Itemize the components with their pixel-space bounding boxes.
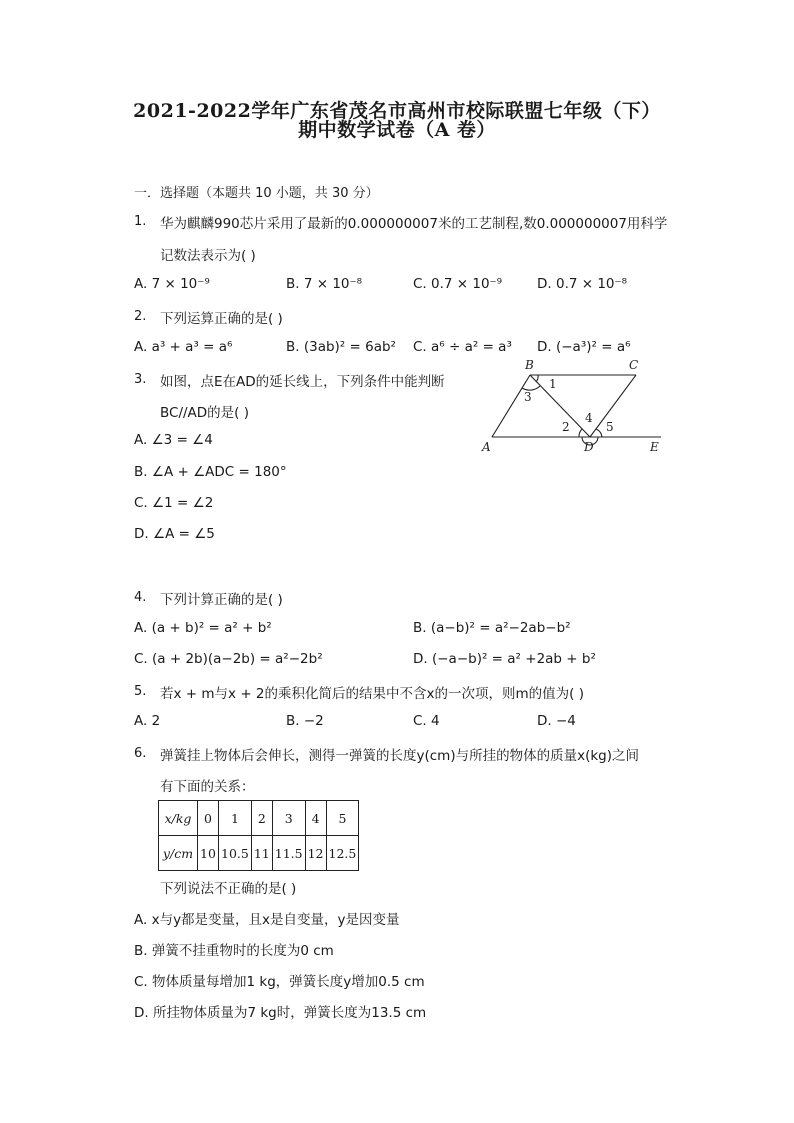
q5-number: 5. xyxy=(134,684,147,699)
q5-text: 若x + m与x + 2的乘积化简后的结果中不含x的一次项，则m的值为( ) xyxy=(160,686,584,702)
q5-option-a: A. 2 xyxy=(134,713,161,729)
angle-label-5: 5 xyxy=(606,420,614,434)
point-d-label: D xyxy=(584,440,594,454)
q6-text-line1: 弹簧挂上物体后会伸长，测得一弹簧的长度y(cm)与所挂的物体的质量x(kg)之间 xyxy=(160,748,640,764)
page-title-line1: 2021-2022学年广东省茂名市高州市校际联盟七年级（下） xyxy=(133,100,661,122)
table-cell: 10 xyxy=(198,836,219,871)
q5-option-b: B. −2 xyxy=(286,713,324,729)
q6-data-table xyxy=(158,800,359,871)
point-c-label: C xyxy=(629,358,639,372)
angle-label-1: 1 xyxy=(549,377,557,391)
q3-text-line2: BC//AD的是( ) xyxy=(160,405,250,421)
q4-option-c: C. (a + 2b)(a−2b) = a²−2b² xyxy=(134,651,323,667)
q3-number: 3. xyxy=(134,372,147,387)
q5-option-d: D. −4 xyxy=(537,713,576,729)
segment-bd xyxy=(530,375,590,437)
q2-option-d: D. (−a³)² = a⁶ xyxy=(537,339,631,355)
table-cell: 1 xyxy=(219,801,252,836)
q2-option-c: C. a⁶ ÷ a² = a³ xyxy=(413,339,512,355)
q1-option-c: C. 0.7 × 10⁻⁹ xyxy=(413,276,503,292)
q1-option-d: D. 0.7 × 10⁻⁸ xyxy=(537,276,628,292)
q6-option-c: C. 物体质量每增加1 kg，弹簧长度y增加0.5 cm xyxy=(134,974,425,990)
q2-text: 下列运算正确的是( ) xyxy=(160,311,283,327)
page-title-line2: 期中数学试卷（A 卷） xyxy=(298,119,496,141)
q6-option-b: B. 弹簧不挂重物时的长度为0 cm xyxy=(134,943,334,959)
q2-option-a: A. a³ + a³ = a⁶ xyxy=(134,339,233,355)
table-cell: 11.5 xyxy=(272,836,305,871)
angle-label-2: 2 xyxy=(562,420,570,434)
q2-option-b: B. (3ab)² = 6ab² xyxy=(286,339,396,355)
q3-option-b: B. ∠A + ∠ADC = 180° xyxy=(134,464,287,480)
q4-option-d: D. (−a−b)² = a² +2ab + b² xyxy=(413,651,596,667)
table-cell: 10.5 xyxy=(219,836,252,871)
table-row xyxy=(159,836,359,871)
q1-option-b: B. 7 × 10⁻⁸ xyxy=(286,276,363,292)
q3-option-c: C. ∠1 = ∠2 xyxy=(134,495,214,511)
q4-option-b: B. (a−b)² = a²−2ab−b² xyxy=(413,620,571,636)
table-cell: 0 xyxy=(198,801,219,836)
q1-option-a: A. 7 × 10⁻⁹ xyxy=(134,276,210,292)
table-cell: 4 xyxy=(305,801,326,836)
q6-option-d: D. 所挂物体质量为7 kg时，弹簧长度为13.5 cm xyxy=(134,1005,427,1021)
angle-label-3: 3 xyxy=(524,390,532,404)
point-e-label: E xyxy=(650,440,659,454)
table-row xyxy=(159,801,359,836)
q6-text-line2: 有下面的关系： xyxy=(160,779,255,795)
q6-after-table-text: 下列说法不正确的是( ) xyxy=(160,881,297,897)
point-b-label: B xyxy=(525,358,534,372)
table-cell: 12 xyxy=(305,836,326,871)
table-cell: 5 xyxy=(326,801,359,836)
table-cell: 12.5 xyxy=(326,836,359,871)
q1-text-line2: 记数法表示为( ) xyxy=(160,248,256,264)
angle-arc-2 xyxy=(579,429,582,437)
table-cell: 3 xyxy=(272,801,305,836)
q1-number: 1. xyxy=(134,214,147,229)
q3-text-line1: 如图，点E在AD的延长线上，下列条件中能判断 xyxy=(160,374,445,390)
table-cell: y/cm xyxy=(159,836,198,871)
q3-option-a: A. ∠3 = ∠4 xyxy=(134,432,213,448)
q1-text-line1: 华为麒麟990芯片采用了最新的0.000000007米的工艺制程,数0.000000007用科学 xyxy=(160,216,668,232)
angle-label-4: 4 xyxy=(585,411,593,425)
angle-arc-1 xyxy=(536,375,538,382)
table-cell: 11 xyxy=(251,836,272,871)
q6-number: 6. xyxy=(134,746,147,761)
q3-option-d: D. ∠A = ∠5 xyxy=(134,526,215,542)
q4-text: 下列计算正确的是( ) xyxy=(160,592,283,608)
point-a-label: A xyxy=(482,440,491,454)
q5-option-c: C. 4 xyxy=(413,713,440,729)
q6-option-a: A. x与y都是变量，且x是自变量，y是因变量 xyxy=(134,912,400,928)
q4-number: 4. xyxy=(134,590,147,605)
q4-option-a: A. (a + b)² = a² + b² xyxy=(134,620,272,636)
section-heading: 一．选择题（本题共 10 小题，共 30 分） xyxy=(134,186,379,201)
table-cell: 2 xyxy=(251,801,272,836)
q3-geometry-figure xyxy=(478,357,668,457)
angle-arc-5 xyxy=(596,429,602,437)
segment-ab xyxy=(492,375,530,437)
q2-number: 2. xyxy=(134,309,147,324)
table-cell: x/kg xyxy=(159,801,198,836)
